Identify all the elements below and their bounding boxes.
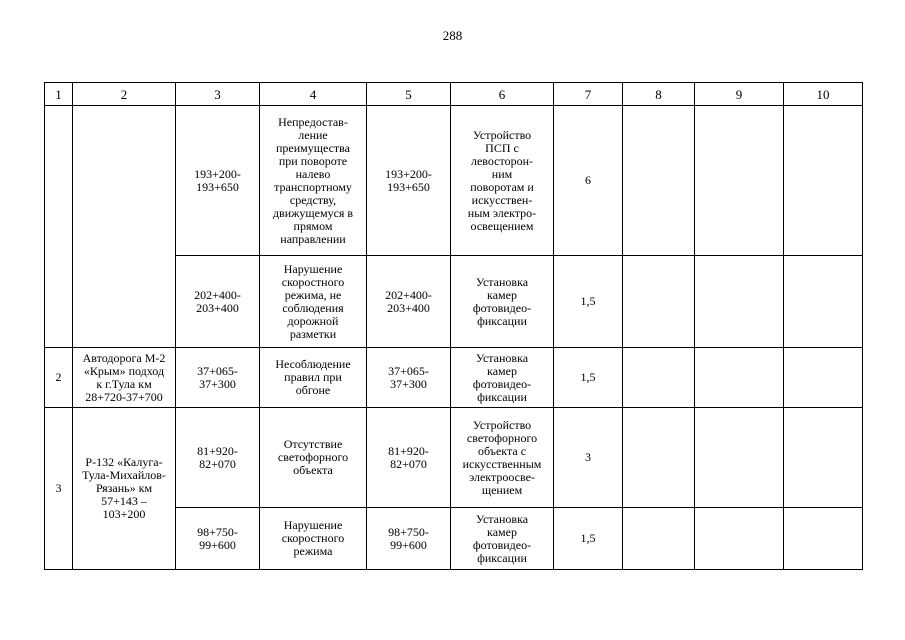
data-table xyxy=(44,82,863,570)
table-row xyxy=(45,106,863,256)
location-a-cell: 98+750- 99+600 xyxy=(176,508,260,570)
location-a-cell: 193+200- 193+650 xyxy=(176,106,260,256)
value-cell: 6 xyxy=(554,106,623,256)
header-cell: 1 xyxy=(45,83,73,106)
empty-cell xyxy=(695,256,784,348)
location-b-cell: 202+400- 203+400 xyxy=(367,256,451,348)
violation-cell: Отсутствие светофорного объекта xyxy=(260,408,367,508)
row-number-cell xyxy=(45,106,73,348)
road-name-cell: Автодорога М-2 «Крым» подход к г.Тула км 28+720-37+700 xyxy=(73,348,176,408)
empty-cell xyxy=(623,348,695,408)
value-cell: 3 xyxy=(554,408,623,508)
empty-cell xyxy=(784,256,863,348)
road-name-cell xyxy=(73,106,176,348)
empty-cell xyxy=(784,508,863,570)
header-cell: 9 xyxy=(695,83,784,106)
empty-cell xyxy=(695,508,784,570)
table-row xyxy=(45,348,863,408)
violation-cell: Несоблюдение правил при обгоне xyxy=(260,348,367,408)
table-body xyxy=(45,106,863,570)
header-cell: 4 xyxy=(260,83,367,106)
location-b-cell: 81+920- 82+070 xyxy=(367,408,451,508)
location-b-cell: 193+200- 193+650 xyxy=(367,106,451,256)
violation-cell: Непредостав- ление преимущества при повороте налево транспортному средству, движущемуся в прямом направлении xyxy=(260,106,367,256)
empty-cell xyxy=(623,508,695,570)
header-cell: 10 xyxy=(784,83,863,106)
header-cell: 5 xyxy=(367,83,451,106)
empty-cell xyxy=(695,348,784,408)
empty-cell xyxy=(784,348,863,408)
empty-cell xyxy=(695,106,784,256)
measure-cell: Установка камер фотовидео- фиксации xyxy=(451,256,554,348)
empty-cell xyxy=(784,106,863,256)
header-cell: 6 xyxy=(451,83,554,106)
violation-cell: Нарушение скоростного режима, не соблюдения дорожной разметки xyxy=(260,256,367,348)
row-number-cell: 3 xyxy=(45,408,73,570)
location-b-cell: 98+750- 99+600 xyxy=(367,508,451,570)
table-row xyxy=(45,408,863,508)
measure-cell: Установка камер фотовидео- фиксации xyxy=(451,508,554,570)
location-b-cell: 37+065- 37+300 xyxy=(367,348,451,408)
empty-cell xyxy=(784,408,863,508)
empty-cell xyxy=(623,106,695,256)
location-a-cell: 202+400- 203+400 xyxy=(176,256,260,348)
empty-cell xyxy=(695,408,784,508)
empty-cell xyxy=(623,256,695,348)
value-cell: 1,5 xyxy=(554,256,623,348)
header-cell: 7 xyxy=(554,83,623,106)
header-row xyxy=(45,83,863,106)
measure-cell: Устройство светофорного объекта с искусственным электроосве- щением xyxy=(451,408,554,508)
empty-cell xyxy=(623,408,695,508)
value-cell: 1,5 xyxy=(554,508,623,570)
header-cell: 8 xyxy=(623,83,695,106)
road-name-cell: Р-132 «Калуга- Тула-Михайлов- Рязань» км 57+143 – 103+200 xyxy=(73,408,176,570)
header-cell: 2 xyxy=(73,83,176,106)
page-number: 288 xyxy=(442,28,463,43)
location-a-cell: 37+065- 37+300 xyxy=(176,348,260,408)
value-cell: 1,5 xyxy=(554,348,623,408)
header-cell: 3 xyxy=(176,83,260,106)
violation-cell: Нарушение скоростного режима xyxy=(260,508,367,570)
location-a-cell: 81+920- 82+070 xyxy=(176,408,260,508)
measure-cell: Устройство ПСП с левосторон- ним поворотам и искусствен- ным электро- освещением xyxy=(451,106,554,256)
row-number-cell: 2 xyxy=(45,348,73,408)
measure-cell: Установка камер фотовидео- фиксации xyxy=(451,348,554,408)
